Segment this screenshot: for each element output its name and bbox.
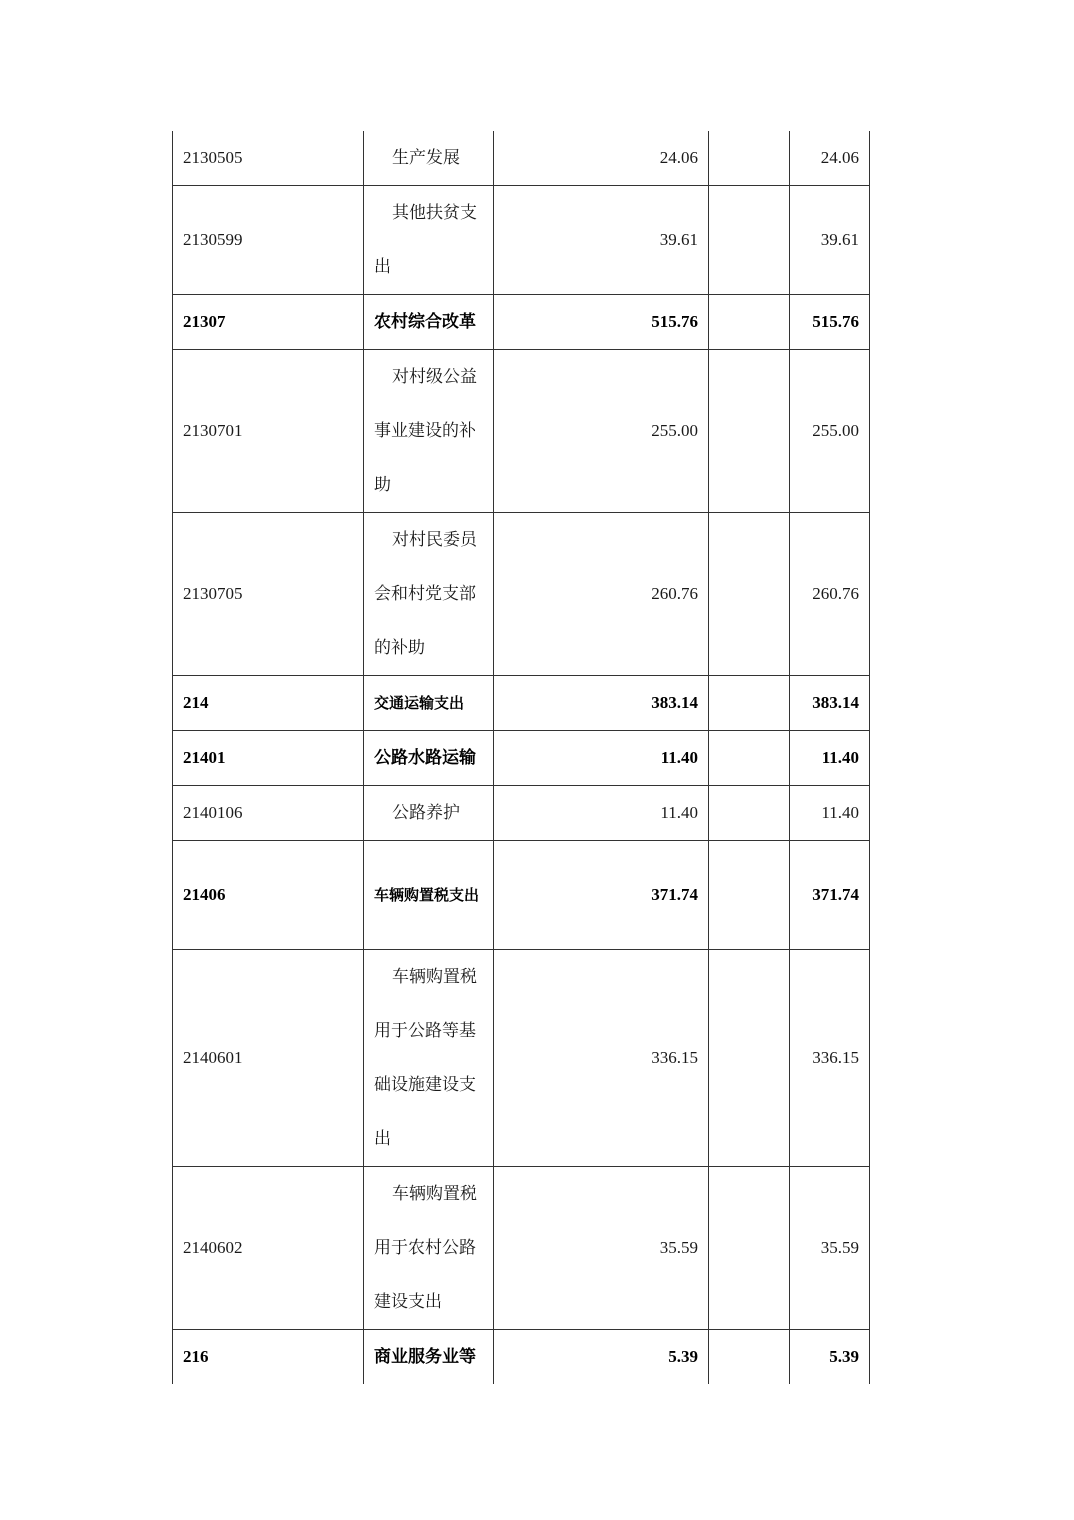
row-amount: 11.40 [494, 731, 709, 786]
row-code: 21406 [173, 841, 364, 950]
row-code: 2130705 [173, 513, 364, 676]
table-row [173, 1167, 870, 1330]
table-row [173, 186, 870, 295]
table-row [173, 676, 870, 731]
row-mid [709, 513, 790, 676]
row-mid [709, 1330, 790, 1385]
row-mid [709, 186, 790, 295]
row-total: 260.76 [790, 513, 870, 676]
row-mid [709, 131, 790, 186]
row-total: 24.06 [790, 131, 870, 186]
row-code: 2130701 [173, 350, 364, 513]
row-code: 2140601 [173, 950, 364, 1167]
row-mid [709, 731, 790, 786]
row-total: 5.39 [790, 1330, 870, 1385]
row-total: 371.74 [790, 841, 870, 950]
table-row [173, 1330, 870, 1385]
row-mid [709, 295, 790, 350]
row-total: 383.14 [790, 676, 870, 731]
row-amount: 255.00 [494, 350, 709, 513]
table-row [173, 950, 870, 1167]
table-row [173, 350, 870, 513]
row-name: 生产发展 [364, 131, 494, 186]
row-mid [709, 841, 790, 950]
table-row [173, 786, 870, 841]
row-total: 11.40 [790, 731, 870, 786]
row-code: 216 [173, 1330, 364, 1385]
row-mid [709, 1167, 790, 1330]
row-amount: 11.40 [494, 786, 709, 841]
table-row [173, 131, 870, 186]
table-row [173, 295, 870, 350]
table-row [173, 731, 870, 786]
table-row [173, 841, 870, 950]
row-code: 21401 [173, 731, 364, 786]
row-mid [709, 950, 790, 1167]
budget-table [172, 131, 870, 1384]
budget-table-container [172, 131, 869, 1384]
row-name: 对村民委员会和村党支部的补助 [364, 513, 494, 676]
row-code: 2130505 [173, 131, 364, 186]
row-name: 其他扶贫支出 [364, 186, 494, 295]
row-amount: 260.76 [494, 513, 709, 676]
row-code: 2140106 [173, 786, 364, 841]
row-code: 21307 [173, 295, 364, 350]
row-name: 车辆购置税支出 [364, 841, 494, 950]
row-amount: 336.15 [494, 950, 709, 1167]
row-mid [709, 350, 790, 513]
row-amount: 5.39 [494, 1330, 709, 1385]
row-code: 2140602 [173, 1167, 364, 1330]
row-code: 2130599 [173, 186, 364, 295]
row-name: 交通运输支出 [364, 676, 494, 731]
row-name: 公路水路运输 [364, 731, 494, 786]
row-name: 商业服务业等 [364, 1330, 494, 1385]
row-total: 255.00 [790, 350, 870, 513]
row-amount: 24.06 [494, 131, 709, 186]
row-name: 农村综合改革 [364, 295, 494, 350]
row-amount: 515.76 [494, 295, 709, 350]
row-total: 35.59 [790, 1167, 870, 1330]
row-amount: 39.61 [494, 186, 709, 295]
row-code: 214 [173, 676, 364, 731]
row-amount: 35.59 [494, 1167, 709, 1330]
row-total: 515.76 [790, 295, 870, 350]
row-total: 11.40 [790, 786, 870, 841]
row-amount: 371.74 [494, 841, 709, 950]
row-name: 车辆购置税用于农村公路建设支出 [364, 1167, 494, 1330]
row-mid [709, 786, 790, 841]
row-amount: 383.14 [494, 676, 709, 731]
row-total: 336.15 [790, 950, 870, 1167]
row-name: 对村级公益事业建设的补助 [364, 350, 494, 513]
row-name: 车辆购置税用于公路等基础设施建设支出 [364, 950, 494, 1167]
table-row [173, 513, 870, 676]
row-mid [709, 676, 790, 731]
row-total: 39.61 [790, 186, 870, 295]
row-name: 公路养护 [364, 786, 494, 841]
